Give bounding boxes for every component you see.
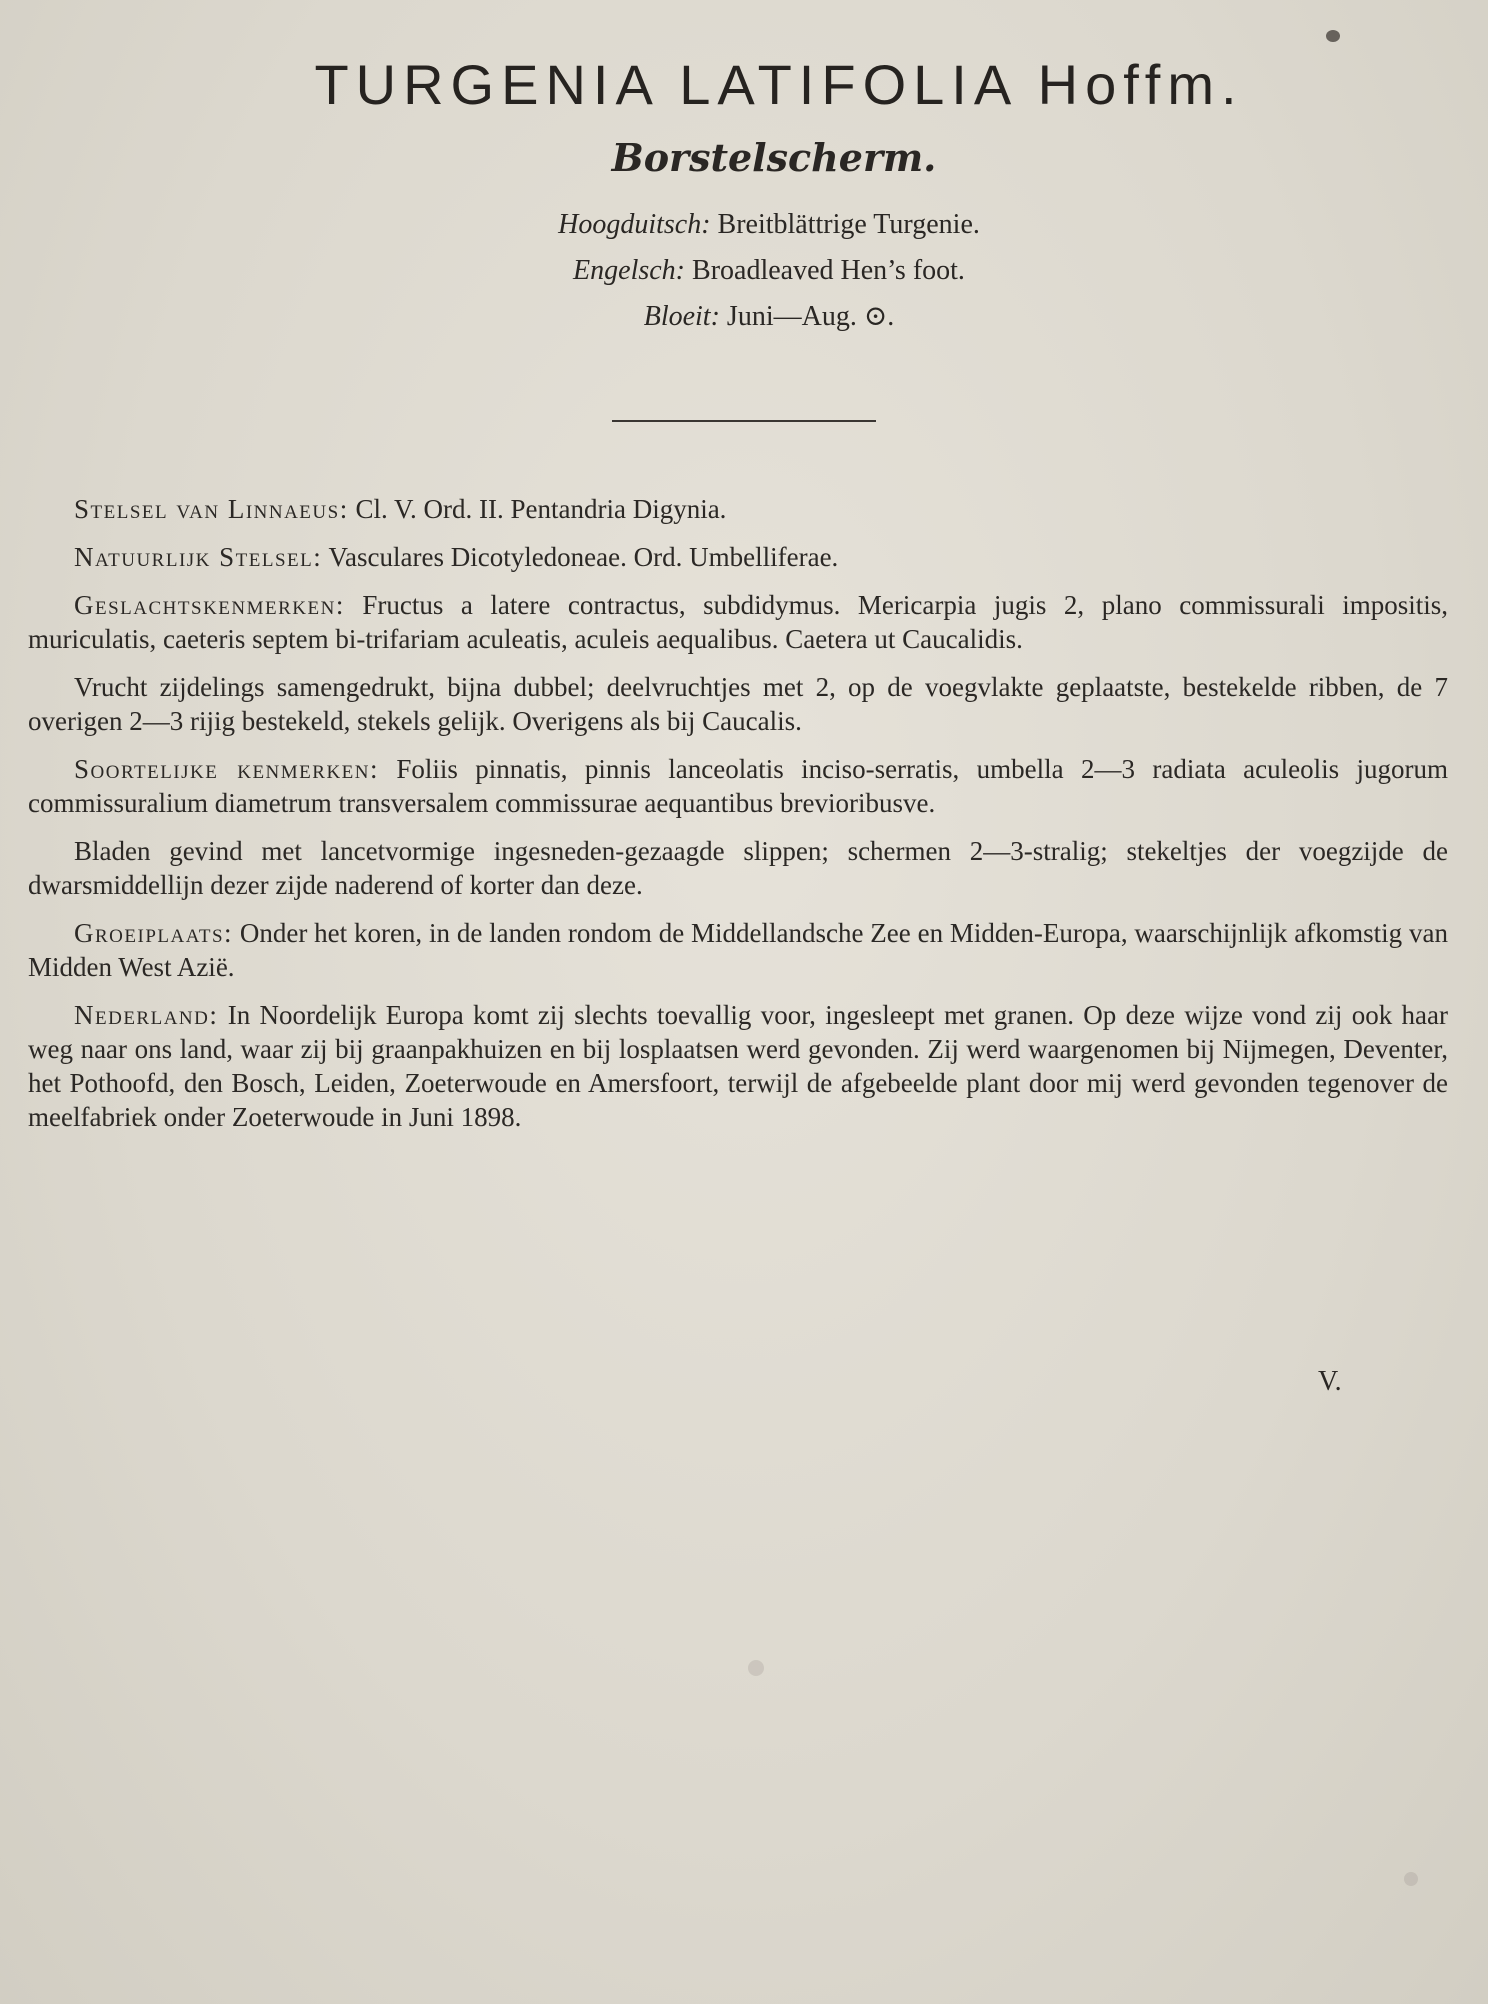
section-text: Vasculares Dicotyledoneae. Ord. Umbelliferae. <box>328 542 839 572</box>
section-heading: Soortelijke kenmerken: <box>74 754 379 784</box>
name-label: Engelsch: <box>573 255 686 286</box>
paper-blemish <box>1404 1872 1418 1886</box>
author-signature: V. <box>1318 1366 1342 1397</box>
section-text: Cl. V. Ord. II. Pentandria Digynia. <box>355 494 727 524</box>
paper-blemish <box>748 1660 764 1676</box>
name-line-german <box>50 202 1488 248</box>
name-value: Broadleaved Hen’s foot. <box>692 255 965 286</box>
name-label: Hoogduitsch: <box>558 209 711 240</box>
name-line-english <box>50 248 1488 294</box>
paragraph-habitat <box>28 916 1448 984</box>
section-text: In Noordelijk Europa komt zij slechts toevallig voor, ingesleept met granen. Op deze wijze vond zij ook haar weg naar ons land, waar zij bij graanpakhuizen en bij losplaatsen werd gevonden. Zij werd waargenomen bij Nijmegen, Deventer, het Pothoofd, den Bosch, Leiden, Zoeterwoude en Amersfoort, terwijl de afgebeelde plant door mij werd gevonden tegenover de meelfabriek onder Zoeterwoude in Juni 1898. <box>28 1000 1448 1132</box>
paragraph-species-latin <box>28 752 1448 820</box>
paragraph-linnaeus <box>28 492 1448 526</box>
divider-rule <box>612 420 876 422</box>
species-title: TURGENIA LATIFOLIA Hoffm. <box>314 53 1244 116</box>
paragraph-genus-dutch: Vrucht zijdelings samengedrukt, bijna dubbel; deelvruchtjes met 2, op de voegvlakte geplaatste, bestekelde ribben, de 7 overigen 2—3 rijig bestekeld, stekels gelijk. Overigens als bij Caucalis. <box>28 672 1448 736</box>
name-label: Bloeit: <box>643 301 720 332</box>
section-heading: Nederland: <box>74 1000 219 1030</box>
name-value: Breitblättrige Turgenie. <box>717 209 980 240</box>
paragraph-species-dutch: Bladen gevind met lancetvormige ingesneden-gezaagde slippen; schermen 2—3-stralig; stekeltjes der voegzijde de dwarsmiddellijn dezer zijde naderend of korter dan deze. <box>28 836 1448 900</box>
paragraph-netherlands <box>28 998 1448 1134</box>
description-body <box>28 492 1448 1148</box>
name-value: Juni—Aug. ⊙. <box>726 301 895 332</box>
dutch-name: Borstelscherm. <box>611 135 937 180</box>
name-line-bloom <box>50 294 1488 340</box>
paragraph-genus-latin <box>28 588 1448 656</box>
section-heading: Natuurlijk Stelsel: <box>74 542 323 572</box>
page-header <box>0 52 1488 340</box>
section-heading: Groeiplaats: <box>74 918 234 948</box>
section-heading: Stelsel van Linnaeus: <box>74 494 349 524</box>
section-heading: Geslachtskenmerken: <box>74 590 345 620</box>
ink-spot <box>1326 30 1340 42</box>
section-text: Onder het koren, in de landen rondom de Middellandsche Zee en Midden-Europa, waarschijnlijk afkomstig van Midden West Azië. <box>28 918 1448 982</box>
paragraph-natural-system <box>28 540 1448 574</box>
section-text: Foliis pinnatis, pinnis lanceolatis inciso-serratis, umbella 2—3 radiata aculeolis jugorum commissuralium diametrum transversalem commissurae aequantibus brevioribusve. <box>28 754 1448 818</box>
common-names <box>0 202 1488 340</box>
section-text: Fructus a latere contractus, subdidymus. Mericarpia jugis 2, plano commissurali impositis, muriculatis, caeteris septem bi-trifariam aculeatis, aculeis aequalibus. Caetera ut Caucalidis. <box>28 590 1449 654</box>
